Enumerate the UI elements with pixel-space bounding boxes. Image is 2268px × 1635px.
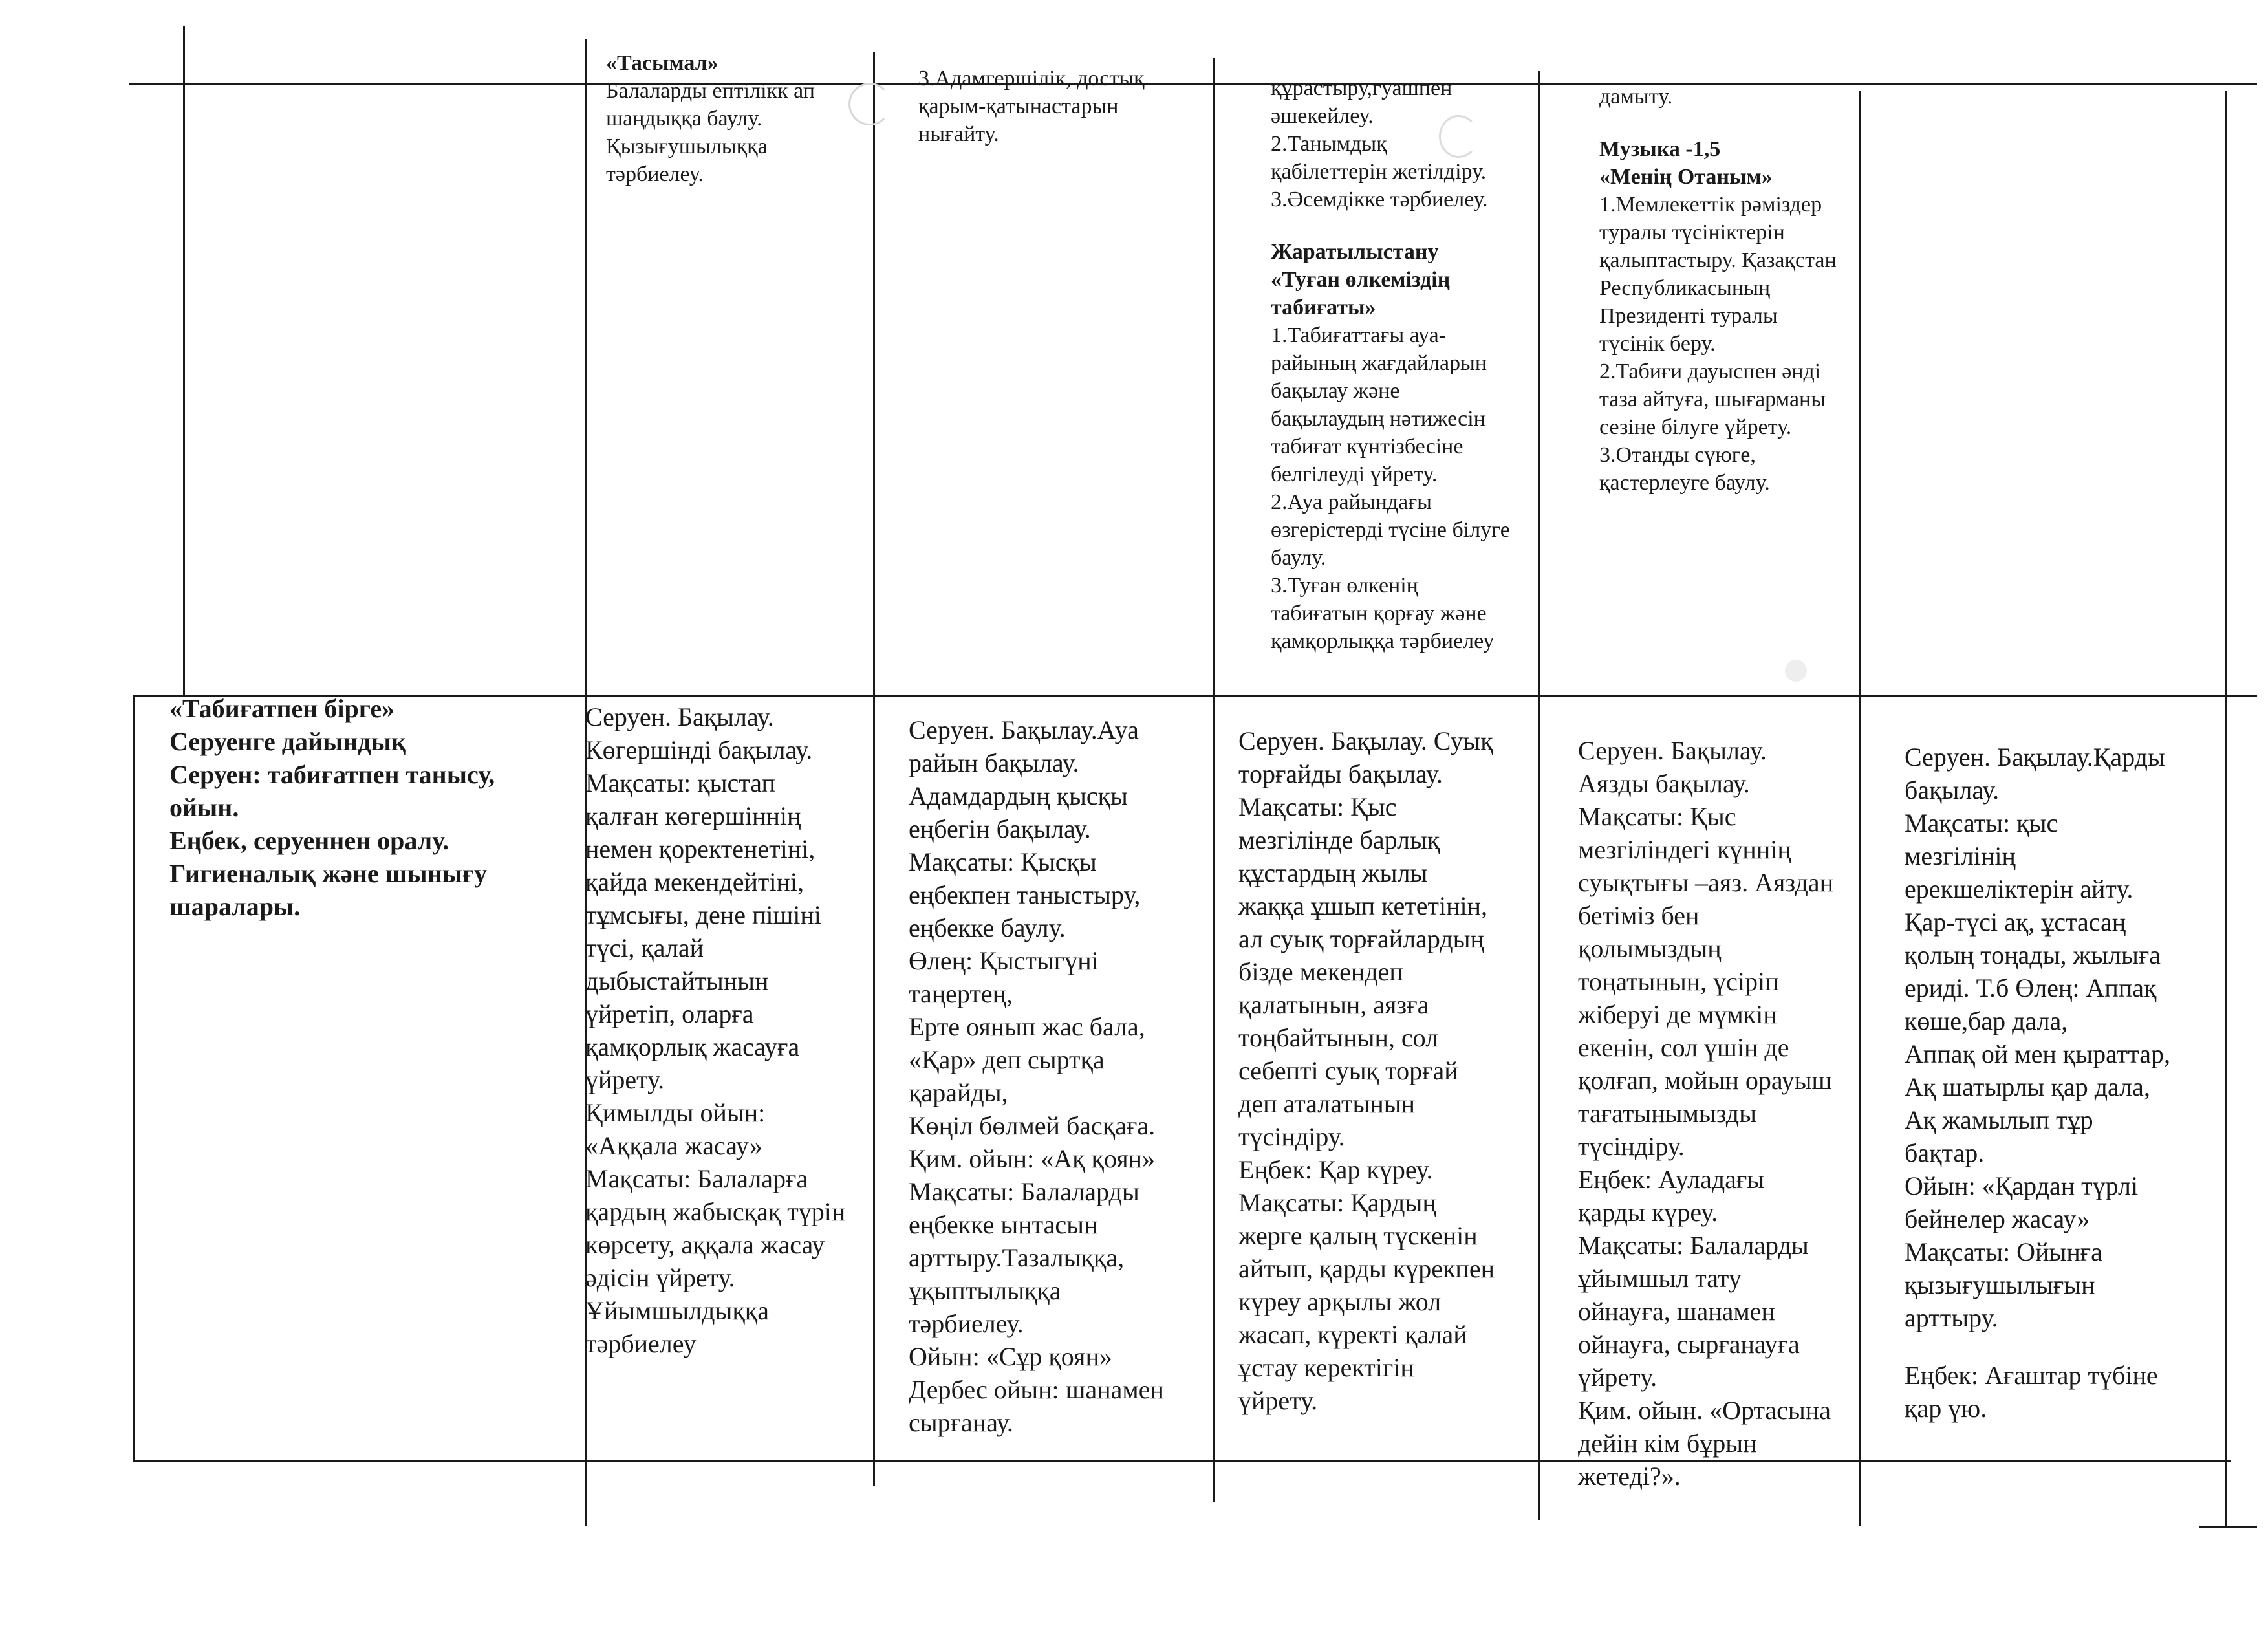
cell-text-line: шаңдыққа баулу. (606, 107, 762, 131)
cell-text-line: еңбегін бақылау. (909, 814, 1091, 843)
cell-text-line: ұқыптылыққа (909, 1276, 1061, 1305)
cell-text-line: айтып, қарды күрекпен (1238, 1254, 1495, 1283)
cell-text-line: Қар-түсі ақ, ұстасаң (1905, 907, 2126, 937)
cell-text-line: Қызығушылыққа (606, 135, 768, 158)
cell-text-line: жасап, күректі қалай (1238, 1320, 1467, 1349)
cell-text-line: қолғап, мойын орауыш (1578, 1066, 1832, 1095)
cell-text-line: себепті суық торғай (1238, 1056, 1458, 1085)
line-gap (1271, 213, 1529, 238)
cell-text-line: Мақсаты: Балаларды (1578, 1231, 1809, 1260)
cell-text-line: Өлең: Қыстыгүні (909, 946, 1099, 975)
cell-text-line: 2.Табиғи дауыспен әнді (1599, 360, 1821, 384)
cell-text-line: 3.Адамгершілік, достық (918, 67, 1145, 91)
cell-text-line: нығайту. (918, 122, 999, 146)
cell-text-line: құстардың жылы (1238, 858, 1428, 887)
cell-text-line: Мақсаты: Ойынға (1905, 1237, 2102, 1266)
cell-text-line: тоңатынын, үсіріп (1578, 967, 1779, 996)
cell-text-line: Көңіл бөлмей басқаға. (909, 1111, 1156, 1140)
cell-text-line: Республикасының (1599, 276, 1771, 300)
cell-text-line: бақылау және (1271, 379, 1400, 403)
cell-text-line: Қим. ойын: «Ақ қоян» (909, 1144, 1155, 1173)
cell-text-line: Серуен. Бақылау.Ауа (909, 715, 1139, 744)
cell-text-line: қастерлеуге баулу. (1599, 471, 1770, 495)
cell-text-line: райының жағдайларын (1271, 351, 1487, 375)
cell-text-line: 2.Ауа райындағы (1271, 490, 1432, 514)
column-divider (1859, 91, 1861, 1526)
cell-text-line: тоңбайтынын, сол (1238, 1023, 1439, 1052)
cell-text-line: қардың жабысқақ түрін (585, 1197, 846, 1226)
cell-text-line: туралы түсініктерін (1599, 221, 1785, 244)
cell-text-line: бізде мекендеп (1238, 957, 1403, 986)
cell-text-line: ұстау керектігін (1238, 1353, 1414, 1382)
cell-text-line: тәрбиелеу. (909, 1309, 1024, 1338)
cell-text-line: жерге қалың түскенін (1238, 1221, 1478, 1250)
cell-text-line: Аппақ ой мен қыраттар, (1905, 1039, 2170, 1068)
cell-text-line: Көгершінді бақылау. (585, 735, 813, 764)
cell-text-line: қолымыздың (1578, 934, 1722, 963)
cell-text-line: тәрбиелеу (585, 1329, 697, 1358)
cell-text-line: еңбекпен таныстыру, (909, 880, 1141, 909)
line-gap (1599, 111, 1858, 135)
cell-text-line: қамқорлыққа тәрбиелеу (1271, 629, 1495, 653)
cell-text-line: шаралары. (169, 892, 301, 921)
cell-text-line: сырғанау. (909, 1408, 1013, 1437)
cell-text-line: ойнауға, сырғанауға (1578, 1330, 1800, 1359)
cell-text-line: ерекшеліктерін айту. (1905, 874, 2133, 904)
cell-text-line: «Табиғатпен бірге» (169, 694, 395, 723)
cell-text-line: Жаратылыстану (1271, 240, 1439, 264)
cell-text-line: қолың тоңады, жылыға (1905, 940, 2161, 969)
cell-text-line: қамқорлық жасауға (585, 1032, 800, 1061)
cell-text-line: 2.Танымдық (1271, 132, 1387, 156)
cell-text-line: Мақсаты: қыстап (585, 768, 775, 797)
cell-text-line: көше,бар дала, (1905, 1006, 2068, 1035)
table-bottom-border (133, 1460, 2231, 1462)
cell-text-line: деп аталатынын (1238, 1089, 1416, 1118)
cell-text-line: қабілеттерін жетілдіру. (1271, 160, 1487, 184)
table-cell (1578, 734, 1856, 1493)
cell-text-line: Ұйымшылдыққа (585, 1296, 769, 1325)
cell-text-line: дамыту. (1599, 85, 1673, 109)
cell-text-line: көрсету, аққала жасау (585, 1230, 825, 1259)
column-divider (1538, 71, 1540, 1520)
cell-text-line: ал суық торғайлардың (1238, 924, 1484, 953)
cell-text-line: сезіне білуге үйрету. (1599, 415, 1792, 439)
cell-text-line: Ерте оянып жас бала, (909, 1012, 1145, 1041)
cell-text-line: табиғаты» (1271, 296, 1376, 319)
cell-text-line: үйрету. (1238, 1386, 1318, 1415)
cell-text-line: мезгілінде барлық (1238, 825, 1440, 854)
cell-text-line: ойнауға, шанамен (1578, 1297, 1775, 1326)
cell-text-line: Мақсаты: Қысқы (909, 847, 1097, 876)
cell-text-line: Еңбек, серуеннен оралу. (169, 826, 449, 855)
cell-text-line: табиғатын қорғау және (1271, 601, 1487, 625)
cell-text-line: қарым-қатынастарын (918, 94, 1119, 118)
cell-text-line: Серуен: табиғатпен танысу, (169, 760, 495, 789)
cell-text-line: «Туған өлкеміздің (1271, 268, 1451, 292)
cell-text-line: жетеді?». (1578, 1462, 1681, 1491)
cell-text-line: «Қар» деп сыртқа (909, 1045, 1105, 1074)
cell-text-line: бақылау. (1905, 775, 2000, 805)
cell-text-line: үйретіп, оларға (585, 999, 754, 1028)
table-cell (909, 713, 1209, 1439)
cell-text-line: арттыру.Тазалыққа, (909, 1243, 1125, 1272)
cell-text-line: бақтар. (1905, 1138, 1985, 1167)
cell-text-line: Еңбек: Қар күреу. (1238, 1155, 1433, 1184)
cell-text-line: мезгіліндегі күннің (1578, 835, 1791, 864)
cell-text-line: қар үю. (1905, 1394, 1987, 1423)
cell-text-line: қарайды, (909, 1078, 1008, 1107)
cell-text-line: бақылаудың нәтижесін (1271, 407, 1485, 431)
cell-text-line: Музыка -1,5 (1599, 137, 1721, 161)
cell-text-line: Серуен. Бақылау.Қарды (1905, 742, 2165, 772)
cell-text-line: тәрбиелеу. (606, 162, 704, 186)
cell-text-line: райын бақылау. (909, 748, 1079, 777)
column-divider (1213, 58, 1215, 1502)
cell-text-line: ериді. Т.б Өлең: Аппақ (1905, 973, 2157, 1002)
cell-text-line: 3.Отанды сүюге, (1599, 443, 1756, 467)
cell-text-line: түсіндіру. (1238, 1122, 1345, 1151)
cell-text-line: немен қоректенетіні, (585, 834, 815, 863)
column-divider (2225, 91, 2227, 1526)
cell-text-line: екенін, сол үшін де (1578, 1033, 1789, 1062)
cell-text-line: 3.Әсемдікке тәрбиелеу. (1271, 188, 1488, 211)
cell-text-line: еңбекке баулу. (909, 913, 1066, 942)
table-cell (1238, 724, 1533, 1417)
cell-text-line: ойын. (169, 793, 239, 822)
cell-text-line: күреу арқылы жол (1238, 1287, 1442, 1316)
table-cell (1599, 83, 1858, 497)
cell-text-line: жіберуі де мүмкін (1578, 1000, 1777, 1029)
cell-text-line: Гигиеналық және шынығу (169, 859, 488, 888)
column-divider (133, 695, 135, 1462)
column-divider (183, 26, 185, 697)
cell-text-line: суықтығы –аяз. Аяздан (1578, 868, 1833, 897)
cell-text-line: Аязды бақылау. (1578, 769, 1750, 798)
cell-text-line: торғайды бақылау. (1238, 759, 1443, 788)
cell-text-line: Серуен. Бақылау. Суық (1238, 726, 1493, 755)
cell-text-line: Ақ жамылып тұр (1905, 1105, 2093, 1134)
cell-text-line: әшекейлеу. (1271, 104, 1374, 128)
cell-text-line: таңертең, (909, 979, 1013, 1008)
cell-text-line: таза айтуға, шығарманы (1599, 387, 1826, 411)
cell-text-line: Балаларды ептілікк ап (606, 79, 815, 103)
cell-text-line: құрастыру,гуашпен (1271, 76, 1453, 100)
cell-text-line: Қим. ойын. «Ортасына (1578, 1396, 1831, 1425)
cell-text-line: дыбыстайтынын (585, 966, 769, 995)
cell-text-line: қалған көгершіннің (585, 801, 801, 830)
cell-text-line: 1.Мемлекеттік рәміздер (1599, 193, 1822, 217)
cell-text-line: Президенті туралы (1599, 304, 1778, 328)
cell-text-line: қалыптастыру. Қазақстан (1599, 248, 1837, 272)
cell-text-line: түсіндіру. (1578, 1132, 1685, 1161)
cell-text-line: тағатынымызды (1578, 1099, 1756, 1128)
cell-text-line: Қимылды ойын: (585, 1098, 766, 1127)
cell-text-line: Ақ шатырлы қар дала, (1905, 1072, 2150, 1101)
cell-text-line: үйрету. (1578, 1363, 1658, 1392)
cell-text-line: белгілеуді үйрету. (1271, 462, 1438, 486)
table-bottom-border-extension (2199, 1526, 2257, 1528)
table-cell (1271, 74, 1529, 655)
cell-text-line: еңбекке ынтасын (909, 1210, 1098, 1239)
column-divider (873, 52, 875, 1486)
cell-text-line: 1.Табиғаттағы ауа- (1271, 323, 1447, 347)
table-cell (606, 49, 865, 188)
cell-text-line: Серуен. Бақылау. (585, 702, 774, 731)
cell-text-line: табиғат күнтізбесіне (1271, 435, 1463, 459)
cell-text-line: Дербес ойын: шанамен (909, 1375, 1164, 1404)
cell-text-line: қалатынын, аязға (1238, 990, 1429, 1019)
cell-text-line: «Аққала жасау» (585, 1131, 762, 1160)
table-cell (918, 65, 1203, 148)
cell-text-line: Адамдардың қысқы (909, 781, 1128, 810)
cell-text-line: қайда мекендейтіні, (585, 867, 804, 896)
cell-text-line: Еңбек: Ауладағы (1578, 1165, 1765, 1194)
cell-text-line: әдісін үйрету. (585, 1263, 735, 1292)
cell-text-line: үйрету. (585, 1065, 665, 1094)
cell-text-line: Мақсаты: Қыс (1238, 792, 1397, 821)
cell-text-line: «Менің Отаным» (1599, 165, 1773, 189)
cell-text-line: Еңбек: Ағаштар түбіне (1905, 1361, 2158, 1390)
cell-text-line: Мақсаты: Қардың (1238, 1188, 1436, 1217)
cell-text-line: қызығушылығын (1905, 1270, 2095, 1299)
cell-text-line: Мақсаты: Балаларға (585, 1164, 808, 1193)
cell-text-line: жаққа ұшып кететінін, (1238, 891, 1488, 920)
cell-text-line: Ойын: «Сұр қоян» (909, 1342, 1112, 1371)
scan-mark (848, 83, 891, 125)
cell-text-line: тұмсығы, дене пішіні (585, 900, 821, 929)
cell-text-line: ұйымшыл тату (1578, 1264, 1742, 1293)
scan-mark (1785, 660, 1807, 682)
cell-text-line: Ойын: «Қардан түрлі (1905, 1171, 2139, 1200)
cell-text-line: түсі, қалай (585, 933, 704, 962)
cell-text-line: түсінік беру. (1599, 332, 1716, 356)
line-gap (1905, 1334, 2221, 1359)
cell-text-line: бейнелер жасау» (1905, 1204, 2090, 1233)
cell-text-line: дейін кім бұрын (1578, 1429, 1757, 1458)
cell-text-line: «Тасымал» (606, 51, 718, 75)
cell-text-line: мезгілінің (1905, 841, 2016, 871)
cell-text-line: Мақсаты: Қыс (1578, 802, 1736, 831)
cell-text-line: Серуен. Бақылау. (1578, 736, 1767, 765)
cell-text-line: Мақсаты: Балаларды (909, 1177, 1139, 1206)
table-cell (585, 700, 870, 1360)
cell-text-line: 3.Туған өлкенің (1271, 574, 1418, 598)
cell-text-line: Серуенге дайындық (169, 727, 406, 756)
cell-text-line: Мақсаты: қыс (1905, 808, 2058, 838)
table-cell (1905, 741, 2221, 1425)
cell-text-line: өзгерістерді түсіне білуге (1271, 518, 1510, 542)
cell-text-line: арттыру. (1905, 1303, 1998, 1332)
cell-text-line: баулу. (1271, 546, 1326, 570)
scan-mark (1439, 115, 1478, 158)
cell-text-line: бетіміз бен (1578, 901, 1700, 930)
table-cell (169, 692, 583, 923)
cell-text-line: қарды күреу. (1578, 1198, 1718, 1227)
